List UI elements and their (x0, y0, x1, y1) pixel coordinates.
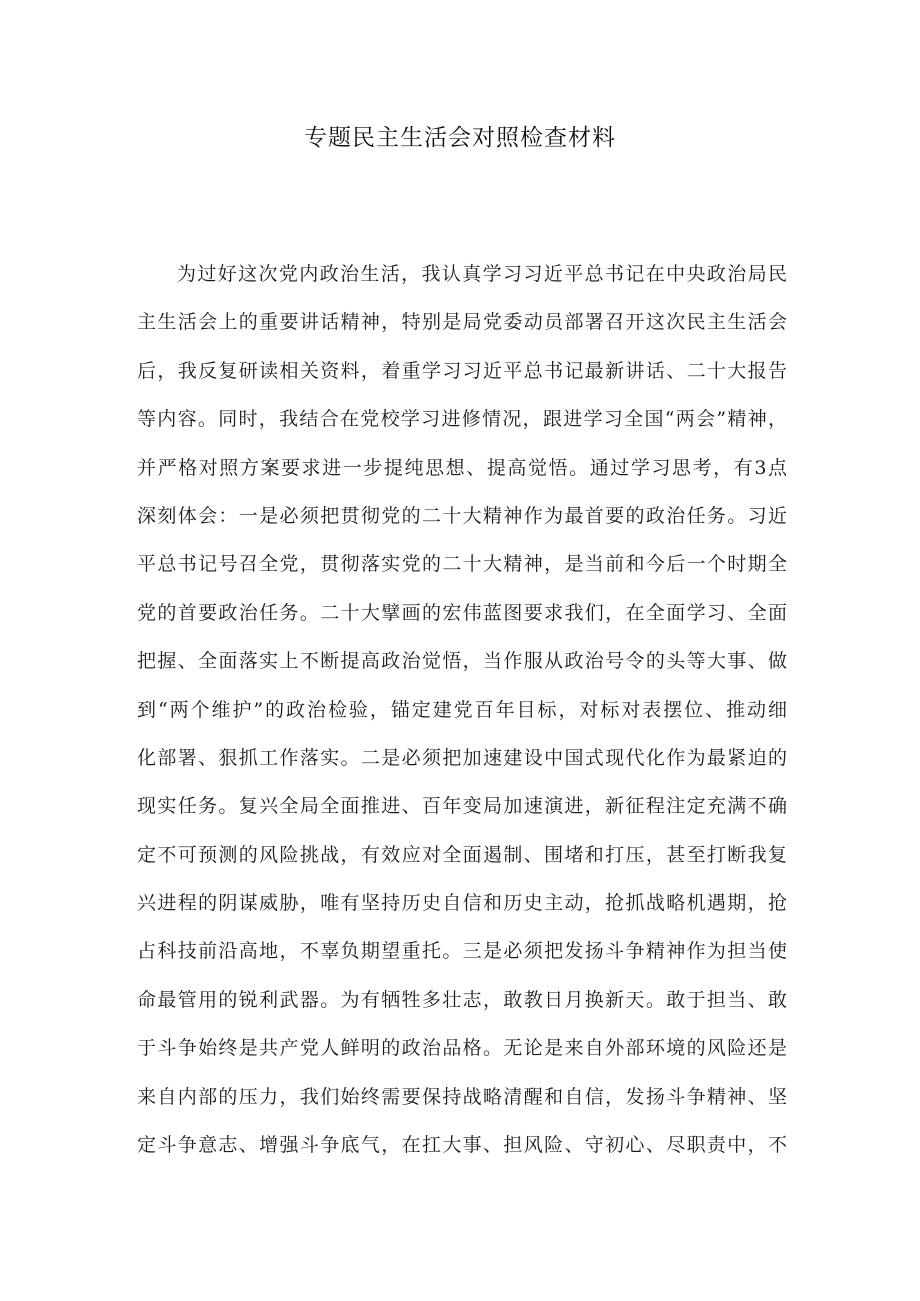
paragraph-line: 占科技前沿高地，不辜负期望重托。三是必须把发扬斗争精神作为担当使 (137, 940, 787, 963)
paragraph-line: 党的首要政治任务。二十大擘画的宏伟蓝图要求我们，在全面学习、全面 (137, 601, 787, 624)
paragraph-line: 定斗争意志、增强斗争底气，在扛大事、担风险、守初心、尽职责中，不 (137, 1134, 787, 1157)
paragraph-line: 主生活会上的重要讲话精神，特别是局党委动员部署召开这次民主生活会 (137, 311, 787, 334)
paragraph-line: 到“两个维护”的政治检验，锚定建党百年目标，对标对表摆位、推动细 (137, 698, 787, 721)
paragraph-line: 化部署、狠抓工作落实。二是必须把加速建设中国式现代化作为最紧迫的 (137, 746, 787, 769)
paragraph-line: 深刻体会：一是必须把贯彻党的二十大精神作为最首要的政治任务。习近 (137, 504, 787, 527)
body-paragraph (137, 259, 787, 1178)
paragraph-line: 并严格对照方案要求进一步提纯思想、提高觉悟。通过学习思考，有3点 (137, 456, 787, 479)
paragraph-line: 等内容。同时，我结合在党校学习进修情况，跟进学习全国“两会”精神， (137, 408, 787, 431)
paragraph-line: 命最管用的锐利武器。为有牺牲多壮志，敢教日月换新天。敢于担当、敢 (137, 988, 787, 1011)
document-title: 专题民主生活会对照检查材料 (304, 125, 616, 151)
paragraph-line: 后，我反复研读相关资料，着重学习习近平总书记最新讲话、二十大报告 (137, 359, 787, 382)
paragraph-line: 把握、全面落实上不断提高政治觉悟，当作服从政治号令的头等大事、做 (137, 650, 787, 673)
paragraph-line: 平总书记号召全党，贯彻落实党的二十大精神，是当前和今后一个时期全 (137, 553, 787, 576)
paragraph-line: 来自内部的压力，我们始终需要保持战略清醒和自信，发扬斗争精神、坚 (137, 1085, 787, 1108)
paragraph-line: 为过好这次党内政治生活，我认真学习习近平总书记在中央政治局民 (177, 263, 787, 285)
paragraph-line: 定不可预测的风险挑战，有效应对全面遏制、围堵和打压，甚至打断我复 (137, 843, 787, 866)
paragraph-line: 于斗争始终是共产党人鲜明的政治品格。无论是来自外部环境的风险还是 (137, 1037, 787, 1060)
paragraph-line: 兴进程的阴谋威胁，唯有坚持历史自信和历史主动，抢抓战略机遇期，抢 (137, 892, 787, 915)
paragraph-line: 现实任务。复兴全局全面推进、百年变局加速演进，新征程注定充满不确 (137, 795, 787, 818)
